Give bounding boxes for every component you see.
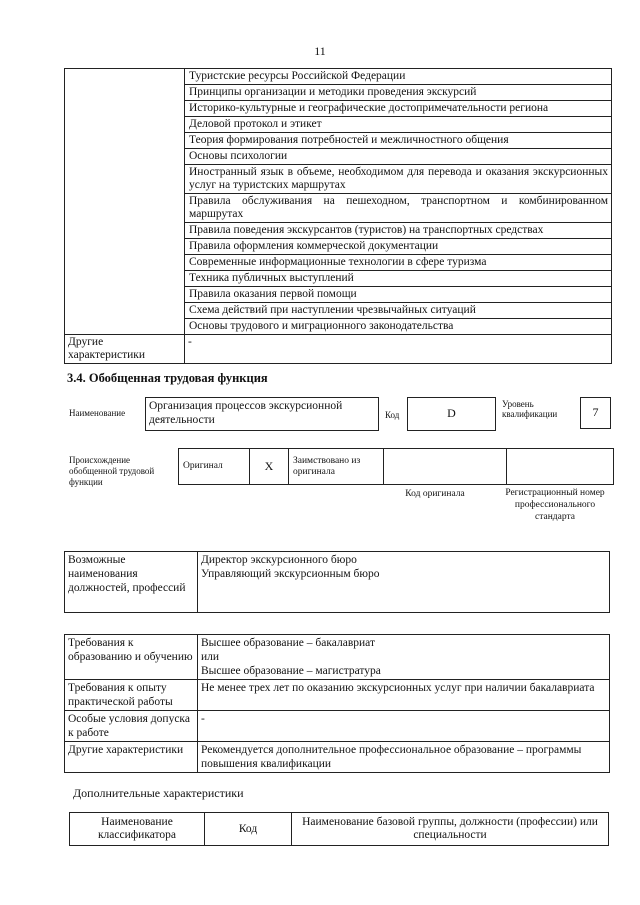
requirement-label: Требования к опыту практической работы [65,680,198,711]
knowledge-item: Схема действий при наступлении чрезвычайных ситуаций [185,303,612,319]
requirement-value [198,635,610,680]
knowledge-label-cell [65,69,185,335]
requirement-line: Высшее образование – бакалавриат [201,637,375,649]
section-title: 3.4. Обобщенная трудовая функция [67,371,268,385]
knowledge-item: Правила оформления коммерческой документации [185,239,612,255]
classifier-table [69,812,609,846]
code-value: D [407,397,496,431]
classifier-group-header: Наименование базовой группы, должности (профессии) или специальности [292,813,609,846]
original-code-cell [384,449,507,485]
knowledge-item: Иностранный язык в объеме, необходимом для перевода и оказания экскурсионных услуг на туристских маршрутах [185,165,612,194]
requirement-value [198,711,610,742]
knowledge-item: Правила обслуживания на пешеходном, транспортном и комбинированном маршрутах [185,194,612,223]
knowledge-item: Туристские ресурсы Российской Федерации [185,69,612,85]
requirement-label: Особые условия допуска к работе [65,711,198,742]
knowledge-item: Историко-культурные и географические достопримечательности региона [185,101,612,117]
original-label: Оригинал [179,449,250,485]
other-characteristics-value: - [185,335,612,364]
level-value: 7 [580,397,611,429]
positions-table [64,551,610,613]
origin-label: Происхождение обобщенной трудовой функции [69,455,155,487]
positions-label: Возможные наименования должностей, профессий [65,552,198,613]
classifier-code-header: Код [205,813,292,846]
knowledge-item: Теория формирования потребностей и межличностного общения [185,133,612,149]
knowledge-item: Правила оказания первой помощи [185,287,612,303]
knowledge-item: Деловой протокол и этикет [185,117,612,133]
classifier-name-header: Наименование классификатора [70,813,205,846]
page-number: 11 [314,44,326,58]
requirement-value [198,742,610,773]
other-characteristics-label: Другие характеристики [65,335,185,364]
requirement-line: Не менее трех лет по оказанию экскурсионных услуг при наличии бакалавриата [201,682,595,694]
position-item: Директор экскурсионного бюро [201,554,357,566]
requirement-line: Высшее образование – магистратура [201,665,381,677]
additional-title: Дополнительные характеристики [73,786,244,800]
requirement-line: или [201,651,220,663]
function-name: Организация процессов экскурсионной деятельности [145,397,379,431]
position-item: Управляющий экскурсионным бюро [201,568,380,580]
name-label: Наименование [69,408,126,418]
knowledge-item: Основы психологии [185,149,612,165]
requirement-value [198,680,610,711]
requirement-label: Требования к образованию и обучению [65,635,198,680]
knowledge-item: Основы трудового и миграционного законодательства [185,319,612,335]
original-mark: X [250,449,289,485]
requirement-line: Рекомендуется дополнительное профессиональное образование – программы повышения квалификации [201,744,582,770]
knowledge-table [64,68,612,364]
knowledge-item: Техника публичных выступлений [185,271,612,287]
knowledge-item: Правила поведения экскурсантов (туристов) на транспортных средствах [185,223,612,239]
borrowed-label: Заимствовано из оригинала [289,449,384,485]
requirements-table [64,634,610,773]
knowledge-item: Принципы организации и методики проведения экскурсий [185,85,612,101]
reg-number-cell [507,449,614,485]
requirement-label: Другие характеристики [65,742,198,773]
code-label: Код [385,410,400,420]
level-label: Уровень квалификации [502,399,558,419]
reg-caption: Регистрационный номер профессионального стандарта [505,488,605,522]
knowledge-item: Современные информационные технологии в сфере туризма [185,255,612,271]
positions-values [198,552,610,613]
requirement-line: - [201,713,205,725]
code-caption: Код оригинала [405,489,465,499]
origin-table [178,448,614,485]
